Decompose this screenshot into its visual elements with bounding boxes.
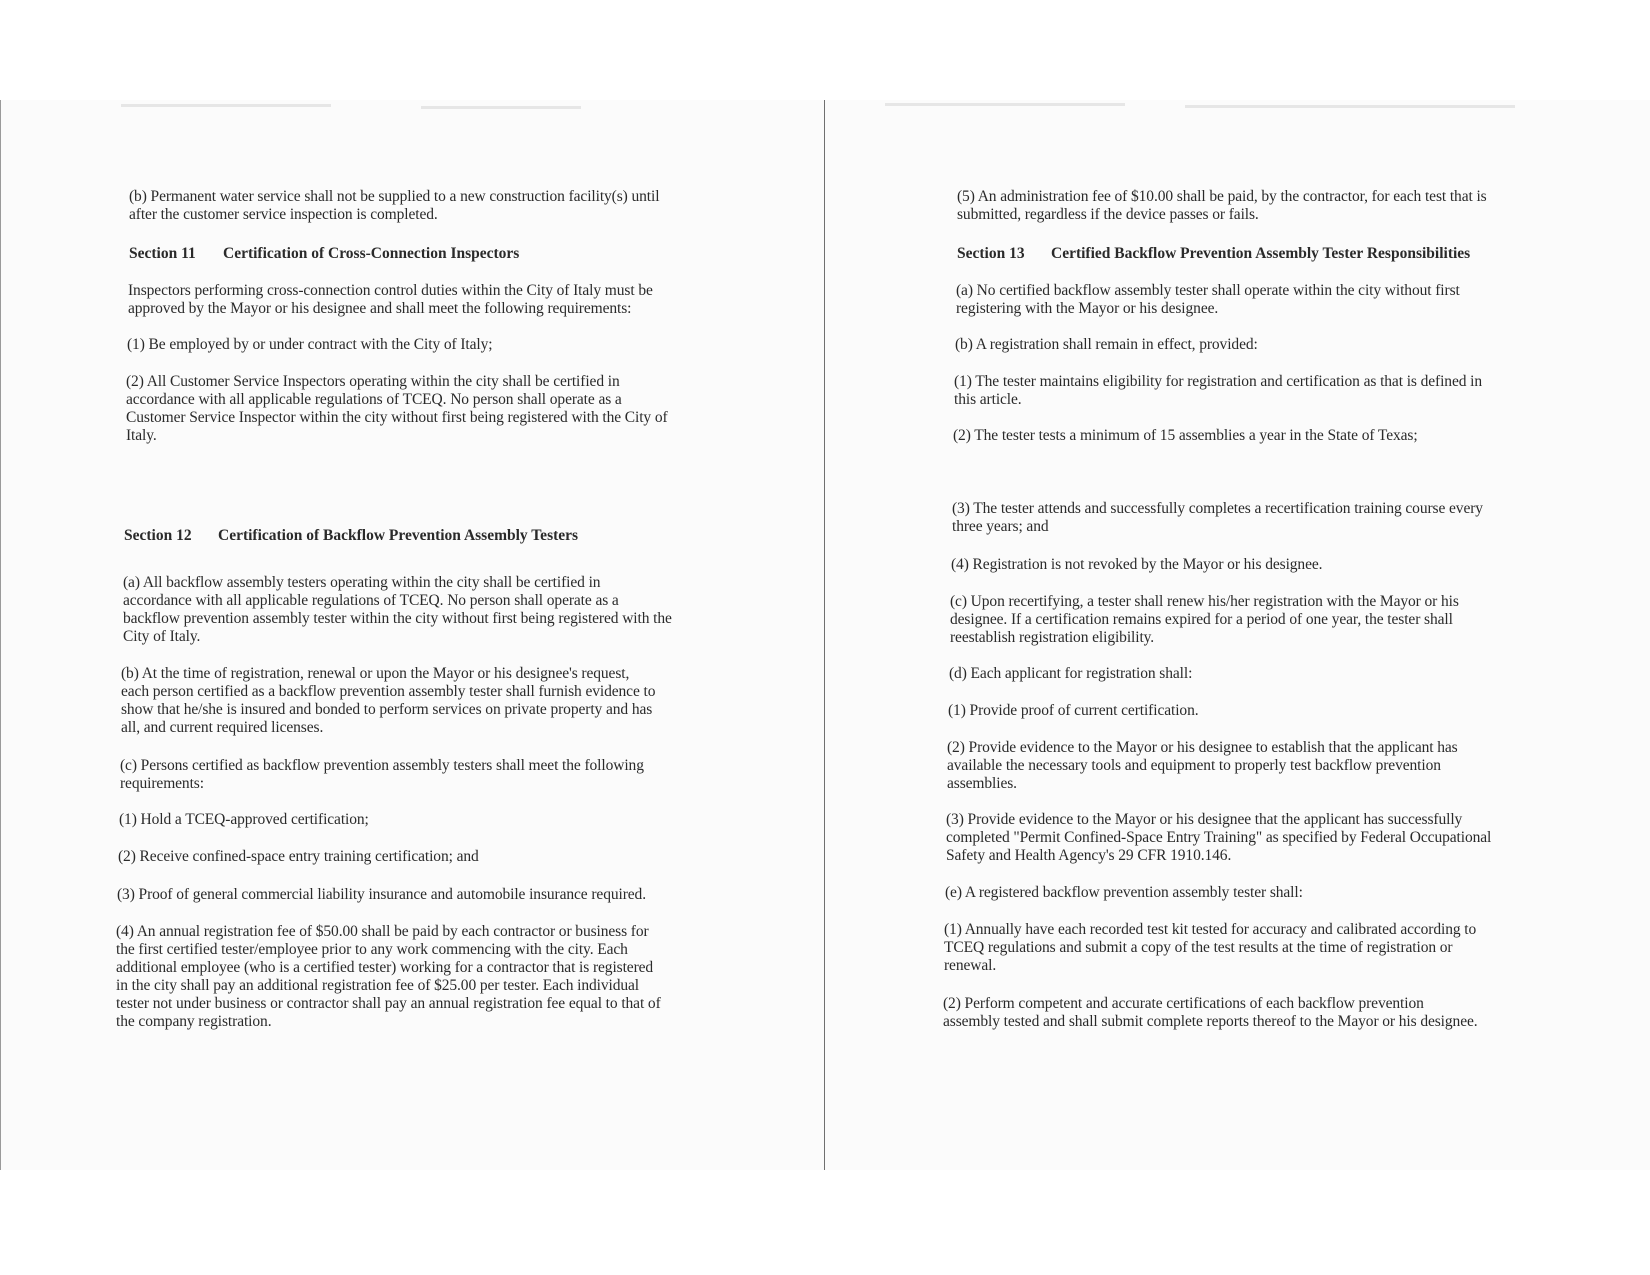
right-page [825, 100, 1650, 1170]
scan-artifact [1185, 105, 1515, 108]
section-number: Section 12 [124, 527, 192, 544]
section-12-c-item-1: (1) Hold a TCEQ-approved certification; [119, 811, 369, 828]
section-12-heading [124, 527, 578, 545]
section-13-b-item-4: (4) Registration is not revoked by the Mayor or his designee. [951, 556, 1323, 573]
section-number: Section 11 [129, 245, 196, 262]
section-13-d-item-3: (3) Provide evidence to the Mayor or his designee that the applicant has successfully completed "Permit Confined-Space Entry Training" as specified by Federal Occupational Safety and Health Agency's 29 CFR 1910.146. [946, 811, 1492, 864]
section-13-b-item-2: (2) The tester tests a minimum of 15 assemblies a year in the State of Texas; [953, 427, 1418, 444]
section-title: Certification of Backflow Prevention Assembly Testers [218, 527, 579, 544]
section-11-intro: Inspectors performing cross-connection control duties within the City of Italy must be approved by the Mayor or his designee and shall meet the following requirements: [128, 282, 653, 317]
scan-artifact [421, 106, 581, 109]
section-13-e-item-2: (2) Perform competent and accurate certifications of each backflow prevention assembly tested and shall submit complete reports thereof to the Mayor or his designee. [943, 995, 1478, 1030]
section-11-item-1: (1) Be employed by or under contract with the City of Italy; [127, 336, 493, 353]
paragraph-5-admin-fee: (5) An administration fee of $10.00 shall be paid, by the contractor, for each test that is submitted, regardless if the device passes or fails. [957, 188, 1487, 223]
section-12-c-item-3: (3) Proof of general commercial liability insurance and automobile insurance required. [117, 886, 646, 903]
section-12-b: (b) At the time of registration, renewal or upon the Mayor or his designee's request, each person certified as a backflow prevention assembly tester shall furnish evidence to show that he/she is insured and bonded to perform services on private property and has all, and current required licenses. [121, 665, 656, 736]
section-13-heading [957, 245, 1470, 263]
section-12-a: (a) All backflow assembly testers operating within the city shall be certified in accordance with all applicable regulations of TCEQ. No person shall operate as a backflow prevention assembly tester within the city without first being registered with the City of Italy. [123, 574, 672, 645]
section-13-e: (e) A registered backflow prevention assembly tester shall: [945, 884, 1303, 901]
section-13-b: (b) A registration shall remain in effect, provided: [955, 336, 1258, 353]
section-13-b-item-3: (3) The tester attends and successfully completes a recertification training course every three years; and [952, 500, 1483, 535]
section-13-c: (c) Upon recertifying, a tester shall renew his/her registration with the Mayor or his designee. If a certification remains expired for a period of one year, the tester shall reestablish registration eligibility. [950, 593, 1459, 646]
section-number: Section 13 [957, 245, 1025, 262]
section-13-d-item-2: (2) Provide evidence to the Mayor or his designee to establish that the applicant has available the necessary tools and equipment to properly test backflow prevention assemblies. [947, 739, 1458, 792]
section-11-item-2: (2) All Customer Service Inspectors operating within the city shall be certified in accordance with all applicable regulations of TCEQ. No person shall operate as a Customer Service Inspector within the city without first being registered with the City of Italy. [126, 373, 668, 444]
scanned-document [0, 100, 1650, 1170]
scan-artifact [885, 103, 1125, 106]
section-12-c-item-4: (4) An annual registration fee of $50.00 shall be paid by each contractor or business for the first certified tester/employee prior to any work commencing with the city. Each additional employee (who is a certified tester) working for a contractor that is registered in the city shall pay an additional registration fee of $25.00 per tester. Each individual tester not under business or contractor shall pay an annual registration fee equal to that of the company registration. [116, 923, 661, 1030]
section-13-d-item-1: (1) Provide proof of current certification. [948, 702, 1199, 719]
section-12-c-item-2: (2) Receive confined-space entry training certification; and [118, 848, 479, 865]
section-13-b-item-1: (1) The tester maintains eligibility for registration and certification as that is defined in this article. [954, 373, 1483, 408]
paragraph-b-service: (b) Permanent water service shall not be supplied to a new construction facility(s) until after the customer service inspection is completed. [129, 188, 660, 223]
left-page [0, 100, 825, 1170]
section-title: Certification of Cross-Connection Inspectors [223, 245, 520, 262]
scan-artifact [121, 104, 331, 107]
section-title: Certified Backflow Prevention Assembly Tester Responsibilities [1051, 245, 1471, 262]
section-13-d: (d) Each applicant for registration shall: [949, 665, 1193, 682]
section-13-a: (a) No certified backflow assembly tester shall operate within the city without first registering with the Mayor or his designee. [956, 282, 1460, 317]
section-11-heading [129, 245, 519, 263]
section-12-c: (c) Persons certified as backflow prevention assembly testers shall meet the following requirements: [120, 757, 644, 792]
section-13-e-item-1: (1) Annually have each recorded test kit tested for accuracy and calibrated according to TCEQ regulations and submit a copy of the test results at the time of registration or renewal. [944, 921, 1477, 974]
